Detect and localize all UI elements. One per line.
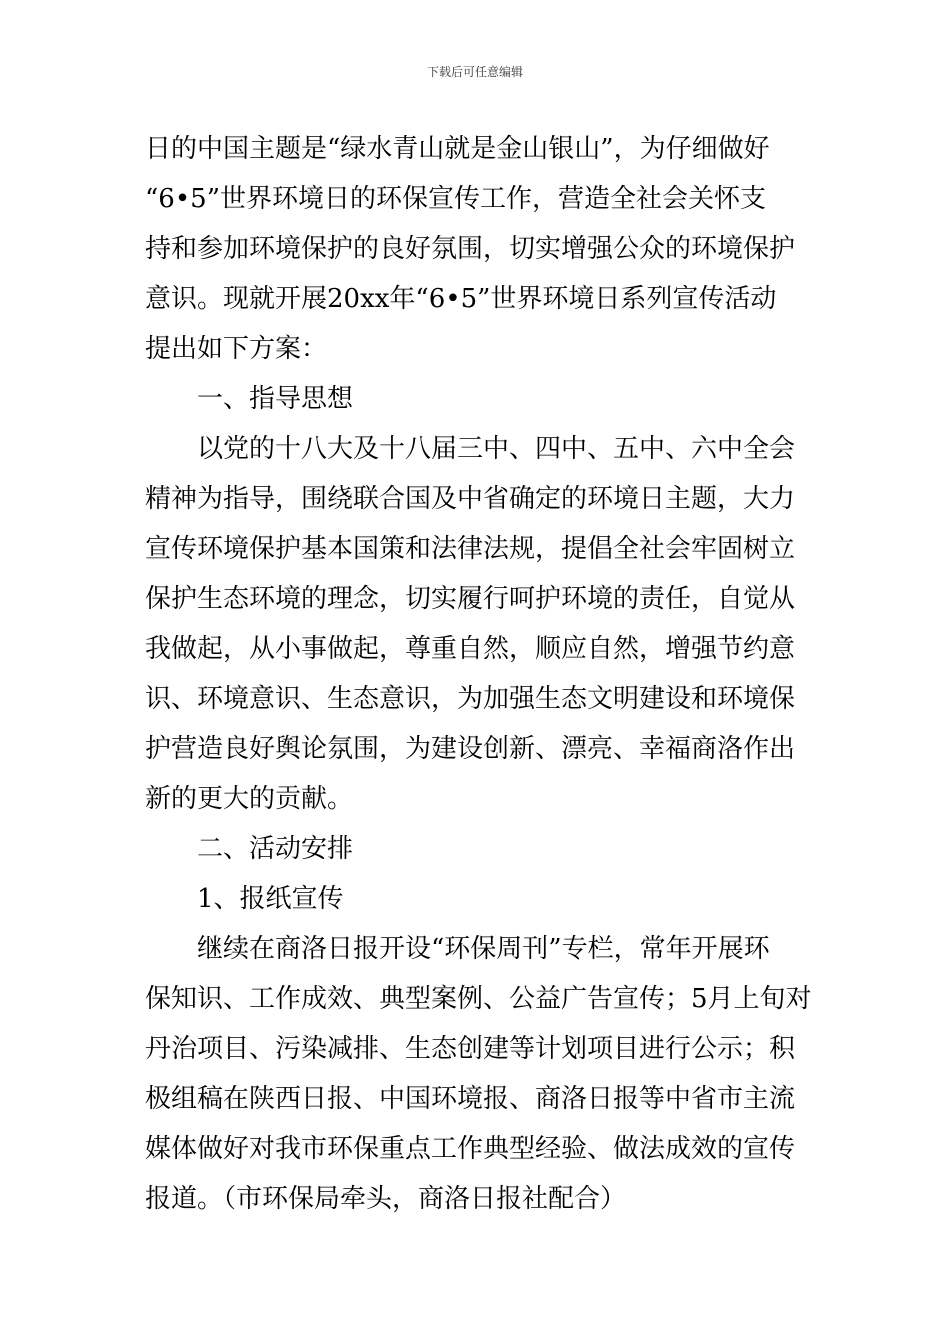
paragraph-line: 宣传环境保护基本国策和法律法规，提倡全社会牢固树立	[145, 534, 796, 564]
paragraph-line: 提出如下方案：	[145, 334, 328, 364]
paragraph-line: 以党的十八大及十八届三中、四中、五中、六中全会	[197, 434, 796, 464]
paragraph-line: 报道。（市环保局牵头，商洛日报社配合）	[145, 1184, 627, 1214]
section-heading: 二、活动安排	[197, 834, 354, 864]
paragraph-line: 识、环境意识、生态意识，为加强生态文明建设和环境保	[145, 684, 796, 714]
paragraph-line: 新的更大的贡献。	[145, 784, 354, 814]
paragraph-line: 意识。现就开展20xx年“6•5”世界环境日系列宣传活动	[145, 284, 777, 314]
document-body	[145, 124, 810, 1224]
paragraph-line: 精神为指导，围绕联合国及中省确定的环境日主题，大力	[145, 484, 796, 514]
paragraph-line: “6•5”世界环境日的环保宣传工作，营造全社会关怀支	[145, 184, 767, 214]
paragraph-line: 日的中国主题是“绿水青山就是金山银山”，为仔细做好	[145, 134, 770, 164]
paragraph-line: 丹治项目、污染减排、生态创建等计划项目进行公示；积	[145, 1034, 796, 1064]
paragraph-line: 我做起，从小事做起，尊重自然，顺应自然，增强节约意	[145, 634, 796, 664]
paragraph-line: 持和参加环境保护的良好氛围，切实增强公众的环境保护	[145, 234, 796, 264]
subsection-heading: 1、报纸宣传	[197, 884, 344, 914]
paragraph-line: 护营造良好舆论氛围，为建设创新、漂亮、幸福商洛作出	[145, 734, 796, 764]
paragraph-line: 继续在商洛日报开设“环保周刊”专栏，常年开展环	[197, 934, 770, 964]
paragraph-line: 保护生态环境的理念，切实履行呵护环境的责任，自觉从	[145, 584, 796, 614]
section-heading: 一、指导思想	[197, 384, 354, 414]
paragraph-line: 极组稿在陕西日报、中国环境报、商洛日报等中省市主流	[145, 1084, 796, 1114]
paragraph-line: 媒体做好对我市环保重点工作典型经验、做法成效的宣传	[145, 1134, 796, 1164]
page-header: 下载后可任意编辑	[426, 65, 523, 79]
paragraph-line: 保知识、工作成效、典型案例、公益广告宣传；5月上旬对	[145, 984, 812, 1014]
